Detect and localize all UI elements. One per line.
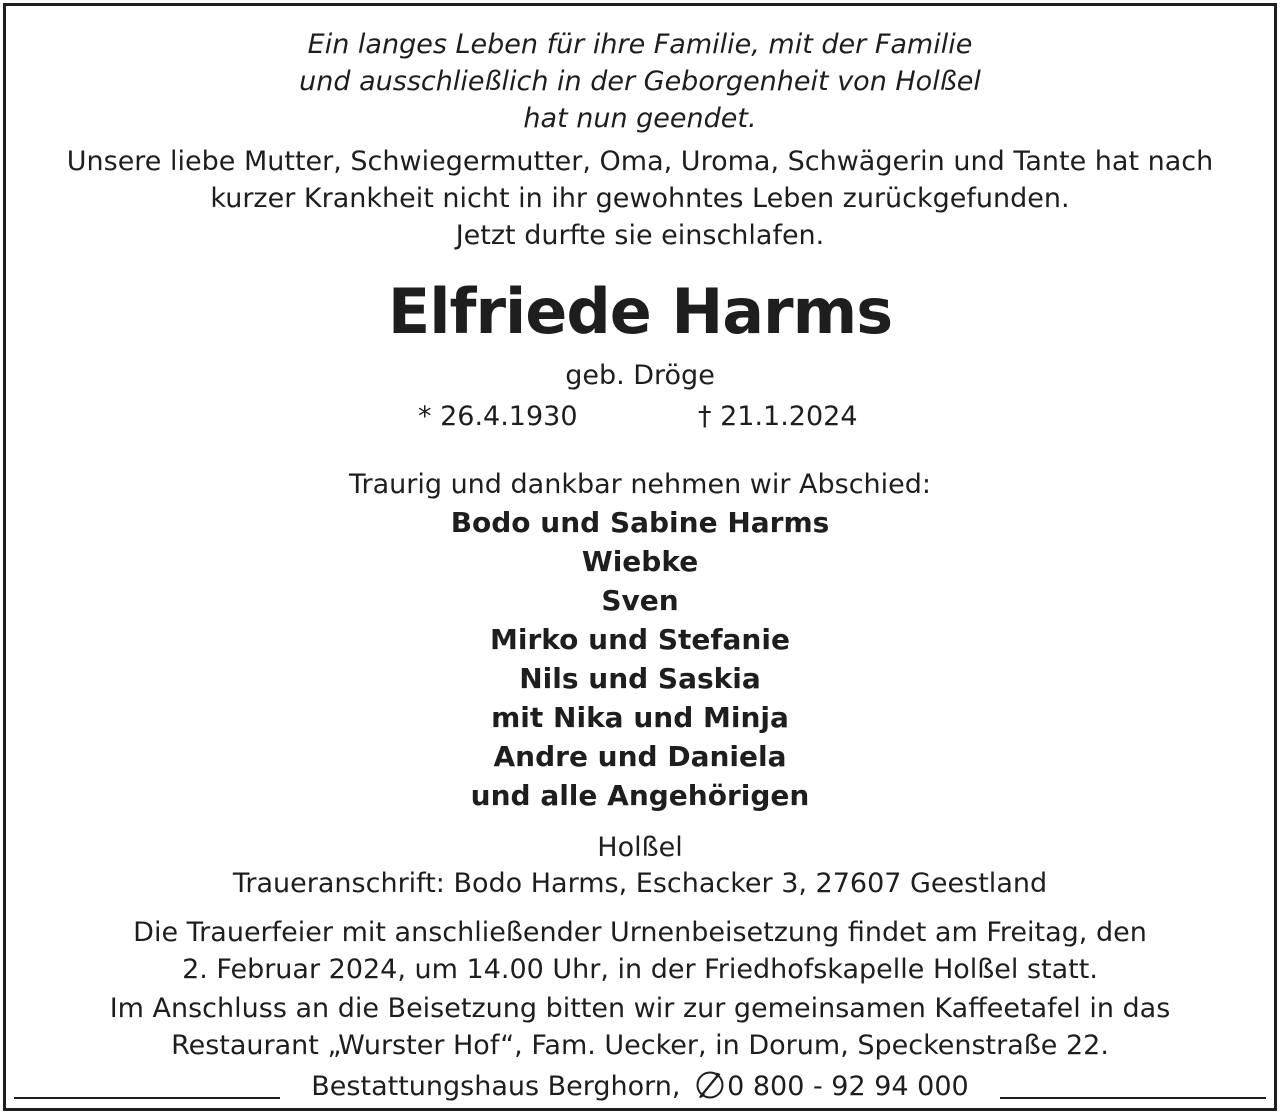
announcement-line: Jetzt durfte sie einschlafen. <box>455 220 825 251</box>
deceased-name: Elfriede Harms <box>387 275 893 348</box>
intro-line: hat nun geendet. <box>523 103 757 134</box>
mourner-entry: Nils und Saskia <box>519 662 761 695</box>
service-line: 2. Februar 2024, um 14.00 Uhr, in der Friedhofskapelle Holßel statt. <box>182 954 1098 985</box>
mourners-list <box>0 503 1280 815</box>
farewell-line: Traurig und dankbar nehmen wir Abschied: <box>348 469 932 500</box>
reception-line: Im Anschluss an die Beisetzung bitten wir zur gemeinsamen Kaffeetafel in das <box>109 993 1171 1024</box>
announcement-text <box>0 143 1280 254</box>
mourner-entry: Andre und Daniela <box>493 740 787 773</box>
announcement-line: Unsere liebe Mutter, Schwiegermutter, Oma, Uroma, Schwägerin und Tante hat nach <box>66 146 1214 177</box>
birth-name: geb. Dröge <box>565 360 715 391</box>
phone-icon <box>695 1070 725 1100</box>
mourner-entry: mit Nika und Minja <box>491 701 789 734</box>
footer <box>0 1068 1280 1108</box>
birth-date: * 26.4.1930 <box>418 401 578 432</box>
mourner-entry: Sven <box>601 584 679 617</box>
mourner-entry: Bodo und Sabine Harms <box>450 506 830 539</box>
undertaker-name: Bestattungshaus Berghorn, <box>311 1071 681 1102</box>
intro-verse <box>0 26 1280 137</box>
reception-line: Restaurant „Wurster Hof“, Fam. Uecker, in Dorum, Speckenstraße 22. <box>171 1030 1109 1061</box>
mourner-entry: Wiebke <box>581 545 699 578</box>
service-line: Die Trauerfeier mit anschließender Urnenbeisetzung findet am Freitag, den <box>133 917 1147 948</box>
death-date: † 21.1.2024 <box>698 401 858 432</box>
mourner-entry: Mirko und Stefanie <box>490 623 790 656</box>
life-dates <box>0 398 1280 438</box>
reception-info <box>0 990 1280 1064</box>
intro-line: Ein langes Leben für ihre Familie, mit der Familie <box>307 29 973 60</box>
mourner-entry: und alle Angehörigen <box>470 779 810 812</box>
undertaker-contact <box>0 1068 1280 1105</box>
phone-number[interactable]: 0 800 - 92 94 000 <box>727 1071 969 1102</box>
announcement-line: kurzer Krankheit nicht in ihr gewohntes Leben zurückgefunden. <box>210 183 1070 214</box>
funeral-service-info <box>0 914 1280 988</box>
intro-line: und ausschließlich in der Geborgenheit von Holßel <box>299 66 981 97</box>
mourning-address: Traueranschrift: Bodo Harms, Eschacker 3, 27607 Geestland <box>232 868 1048 899</box>
place-name: Holßel <box>597 832 683 863</box>
